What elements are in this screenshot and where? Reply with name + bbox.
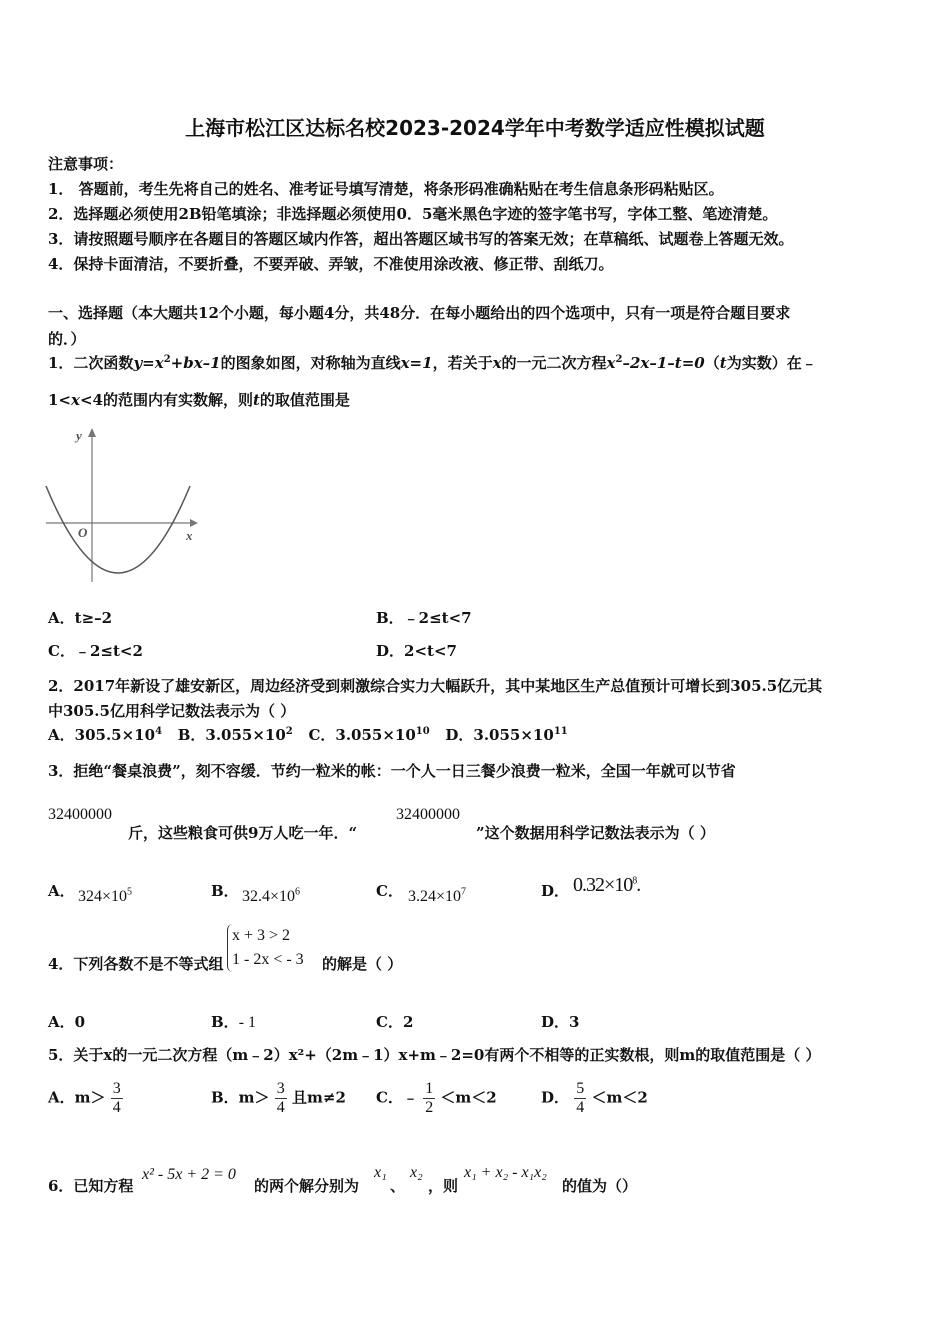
notice-item-2: 2．选择题必须使用2B铅笔填涂；非选择题必须使用0．5毫米黑色字迹的签字笔书写，字体工整、笔迹清楚。 bbox=[48, 205, 778, 223]
q5-option-b-post: 且m≠2 bbox=[292, 1088, 346, 1107]
q3-option-c-base: 3.24×10 bbox=[408, 888, 462, 905]
q3-option-b-base: 32.4×10 bbox=[242, 888, 296, 905]
q2-options bbox=[48, 724, 568, 745]
notice-item-4: 4．保持卡面清洁，不要折叠，不要弄破、弄皱，不准使用涂改液、修正带、刮纸刀。 bbox=[48, 255, 614, 273]
q5-option-a-pre: A．m＞ bbox=[48, 1088, 106, 1107]
q1-text-c: ，若关于 bbox=[432, 354, 493, 372]
section-heading-line2: 的．） bbox=[48, 330, 86, 348]
q5-c-den: 2 bbox=[425, 1099, 434, 1116]
q6-end: 的值为（） bbox=[562, 1177, 638, 1195]
q1-line2-c: 的取值范围是 bbox=[259, 391, 350, 409]
q3-option-a-exp: 5 bbox=[127, 886, 133, 898]
q1-sup2: 2 bbox=[615, 354, 623, 365]
q3-mid-text: 斤，这些粮食可供9万人吃一年．“ bbox=[128, 824, 358, 842]
q5-option-d bbox=[541, 1080, 648, 1117]
q4-text: 4．下列各数不是不等式组 bbox=[48, 955, 224, 973]
y-axis-arrow bbox=[88, 428, 96, 437]
q3-number-2: 32400000 bbox=[396, 806, 460, 823]
notice-heading: 注意事项： bbox=[48, 155, 124, 173]
q4-option-b-value: - 1 bbox=[238, 1014, 257, 1031]
q1-eq3: x bbox=[606, 354, 616, 372]
q3-option-a-base: 324×10 bbox=[78, 888, 128, 905]
q5-option-a bbox=[48, 1080, 123, 1117]
q3-option-d-base: 0.32×10 bbox=[573, 874, 633, 896]
q3-option-c-exp: 7 bbox=[461, 886, 467, 898]
q4-inequality-system bbox=[227, 924, 304, 972]
q2-option-a: A．305.5×10 bbox=[48, 726, 156, 744]
q1-line2 bbox=[48, 389, 350, 410]
q4-option-b-label: B． bbox=[211, 1013, 239, 1031]
q4-option-c: C．2 bbox=[376, 1013, 414, 1031]
q5-d-den: 4 bbox=[576, 1099, 585, 1116]
q1-option-d: D．2<t<7 bbox=[376, 642, 457, 660]
q3-option-d-value bbox=[573, 874, 640, 897]
q4-inequality-1: x + 3 > 2 bbox=[232, 927, 291, 944]
y-axis-label: y bbox=[76, 428, 82, 443]
q1-option-a: A．t≥–2 bbox=[48, 609, 113, 627]
q1-eq3b: –2x–1–t=0 bbox=[622, 354, 705, 372]
q1-eq1: y=x bbox=[133, 354, 164, 372]
q6-then: ，则 bbox=[428, 1177, 459, 1195]
q1-line2-t: t bbox=[252, 391, 260, 409]
q1-text-f: 为实数）在﹣ bbox=[726, 354, 817, 372]
q6-text: 6．已知方程 bbox=[48, 1177, 134, 1195]
q1-var-x: x bbox=[492, 354, 502, 372]
origin-label: O bbox=[78, 525, 88, 540]
q3-number-1: 32400000 bbox=[48, 806, 112, 823]
q5-b-den: 4 bbox=[276, 1099, 285, 1116]
q1-eq1b: +bx–1 bbox=[170, 354, 221, 372]
q5-text: 5．关于x的一元二次方程（m﹣2）x²+（2m﹣1）x+m﹣2=0有两个不相等的正实数根，则m的取值范围是（ ） bbox=[48, 1046, 821, 1064]
q3-option-b-exp: 6 bbox=[295, 886, 301, 898]
q2-option-d: D．3.055×10 bbox=[445, 726, 554, 744]
q1-line2-a: 1< bbox=[48, 391, 72, 409]
q5-option-d-fraction bbox=[574, 1080, 586, 1117]
q5-a-num: 3 bbox=[112, 1080, 121, 1097]
q3-option-c-value bbox=[408, 888, 466, 906]
q5-option-c-pre: C．﹣ bbox=[376, 1088, 418, 1107]
q2-option-c: C．3.055×10 bbox=[308, 726, 416, 744]
q1-var-t: t bbox=[719, 354, 727, 372]
q3-option-d-label: D． bbox=[541, 882, 570, 900]
q3-option-c-label: C． bbox=[376, 882, 403, 900]
q1-text-d: 的一元二次方程 bbox=[501, 354, 607, 372]
q3-option-b-value bbox=[242, 888, 300, 906]
q1-option-b: B．﹣2≤t<7 bbox=[376, 609, 472, 627]
q4-end: 的解是（ ） bbox=[322, 955, 403, 973]
q5-a-den: 4 bbox=[112, 1099, 121, 1116]
page-title: 上海市松江区达标名校2023-2024学年中考数学适应性模拟试题 bbox=[185, 116, 765, 140]
q1-line2-x: x bbox=[71, 391, 80, 409]
q2-option-b-exp: 2 bbox=[285, 726, 293, 737]
q3-option-a-label: A． bbox=[48, 882, 75, 900]
q4-inequality-2: 1 - 2x < - 3 bbox=[232, 951, 304, 968]
q3-option-b-label: B． bbox=[211, 882, 239, 900]
q4-option-d: D．3 bbox=[541, 1013, 580, 1031]
q2-option-b: B．3.055×10 bbox=[177, 726, 286, 744]
q6-x1: x₁ bbox=[374, 1164, 387, 1181]
q5-option-c-fraction bbox=[423, 1080, 435, 1117]
q5-option-d-pre: D． bbox=[541, 1088, 570, 1107]
q1-eq2: x=1 bbox=[400, 354, 433, 372]
q5-option-b-pre: B．m＞ bbox=[211, 1088, 270, 1107]
q1-text-b: 的图象如图，对称轴为直线 bbox=[220, 354, 401, 372]
parabola-curve bbox=[46, 486, 190, 573]
notice-item-1: 1． 答题前，考生先将自己的姓名、准考证号填写清楚，将条形码准确粘贴在考生信息条形码粘贴区。 bbox=[48, 180, 724, 198]
q5-option-d-post: ＜m＜2 bbox=[591, 1088, 648, 1107]
q5-c-num: 1 bbox=[425, 1080, 434, 1097]
q1-line2-b: <4的范围内有实数解，则 bbox=[79, 391, 253, 409]
q5-option-c-post: ＜m＜2 bbox=[440, 1088, 497, 1107]
q1-text-e: （ bbox=[704, 354, 720, 372]
x-axis-arrow bbox=[190, 519, 198, 527]
q2-option-c-exp: 10 bbox=[415, 726, 430, 737]
q1-line1 bbox=[48, 352, 817, 373]
q1-text-a: 1．二次函数 bbox=[48, 354, 134, 372]
section-heading-line1: 一、选择题（本大题共12个小题，每小题4分，共48分．在每小题给出的四个选项中，只有一项是符合题目要求 bbox=[48, 304, 791, 322]
q5-b-num: 3 bbox=[276, 1080, 285, 1097]
q2-option-d-exp: 11 bbox=[553, 726, 568, 737]
q3-line1: 3．拒绝“餐桌浪费”，刻不容缓．节约一粒米的帐：一个人一日三餐少浪费一粒米，全国一年就可以节省 bbox=[48, 762, 736, 780]
q6-separator: 、 bbox=[390, 1177, 406, 1195]
q6-x2: x₂ bbox=[410, 1164, 423, 1181]
q4-option-a: A．0 bbox=[48, 1013, 86, 1031]
q5-option-b bbox=[211, 1080, 346, 1117]
q3-option-a-value bbox=[78, 888, 132, 906]
q5-option-c bbox=[376, 1080, 497, 1117]
q5-d-num: 5 bbox=[576, 1080, 585, 1097]
q3-option-d-exp: 8 bbox=[632, 875, 637, 887]
q6-equation: x² - 5x + 2 = 0 bbox=[142, 1166, 236, 1183]
q1-parabola-graph bbox=[40, 422, 210, 587]
q3-end-text: ”这个数据用科学记数法表示为（ ） bbox=[476, 824, 715, 842]
q5-option-a-fraction bbox=[111, 1080, 123, 1117]
q2-line1: 2．2017年新设了雄安新区，周边经济受到刺激综合实力大幅跃升，其中某地区生产总值预计可增长到305.5亿元其 bbox=[48, 677, 823, 695]
q2-line2: 中305.5亿用科学记数法表示为（ ） bbox=[48, 702, 296, 720]
q6-expression: x₁ + x₂ - x₁x₂ bbox=[464, 1164, 547, 1181]
q2-option-a-exp: 4 bbox=[155, 726, 163, 737]
q3-option-d-dot: . bbox=[636, 874, 641, 896]
q1-sup1: 2 bbox=[163, 354, 171, 365]
q5-option-b-fraction bbox=[275, 1080, 287, 1117]
q4-option-b bbox=[211, 1011, 256, 1032]
notice-item-3: 3．请按照题号顺序在各题目的答题区域内作答，超出答题区域书写的答案无效；在草稿纸、试题卷上答题无效。 bbox=[48, 230, 794, 248]
q6-mid: 的两个解分别为 bbox=[254, 1177, 360, 1195]
q1-option-c: C．﹣2≤t<2 bbox=[48, 642, 143, 660]
x-axis-label: x bbox=[186, 528, 193, 543]
